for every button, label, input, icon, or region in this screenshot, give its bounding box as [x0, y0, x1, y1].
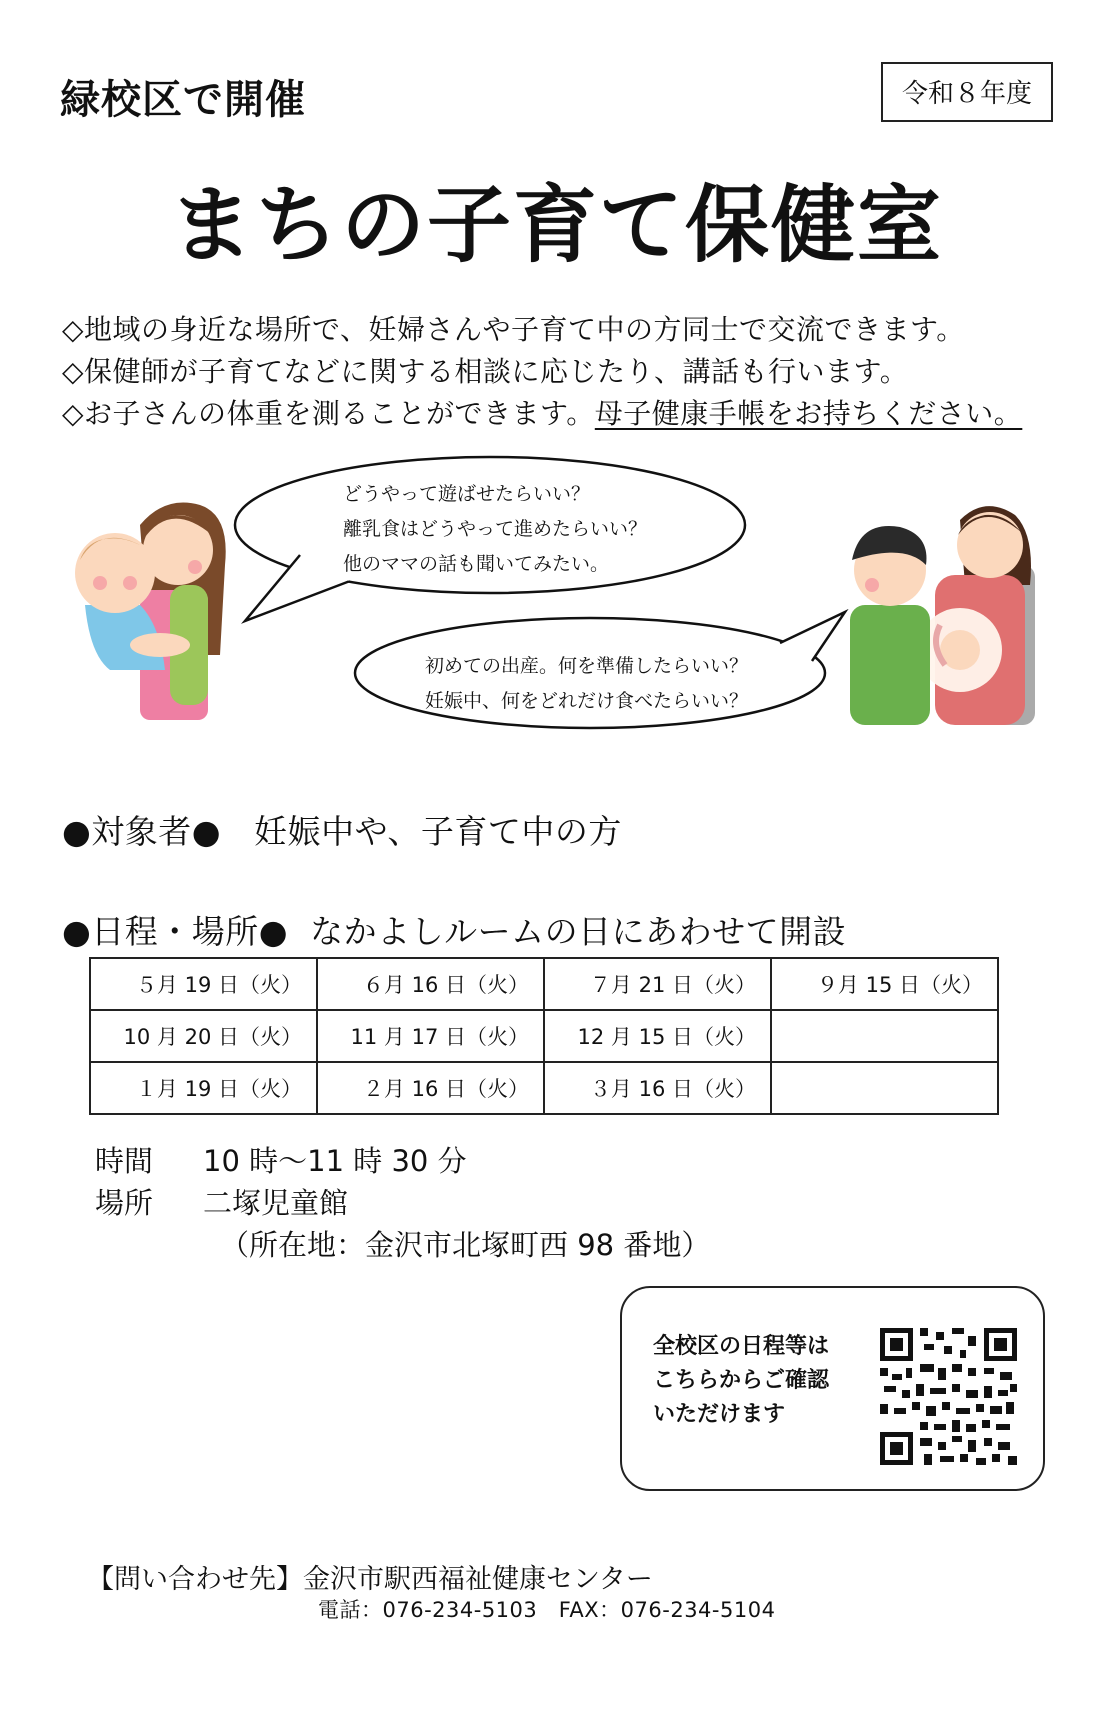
address: （所在地：金沢市北塚町西 98 番地） [220, 1228, 711, 1262]
contact-title: 【問い合わせ先】金沢市駅西福祉健康センター [87, 1564, 653, 1595]
bubble-top-text [343, 477, 647, 582]
table-cell: ２月 16 日（火） [317, 1062, 544, 1114]
table-cell: 10 月 20 日（火） [90, 1010, 317, 1062]
time-value: 10 時～11 時 30 分 [203, 1144, 467, 1178]
fiscal-year-badge: 令和８年度 [881, 62, 1053, 122]
bubble-bottom-text [425, 649, 748, 719]
intro-line-2: ◇保健師が子育てなどに関する相談に応じたり、講話も行います。 [62, 355, 909, 388]
bubble-top-line-2: 離乳食はどうやって進めたらいい？ [343, 518, 648, 540]
mother-baby-illustration [75, 503, 226, 721]
place-label: 場所 [95, 1186, 154, 1220]
page-title: まちの子育て保健室 [168, 176, 943, 274]
qr-text-line-1: 全校区の日程等は [653, 1334, 830, 1359]
table-cell: ５月 19 日（火） [90, 958, 317, 1010]
table-row [90, 1010, 998, 1062]
target-section [62, 806, 622, 853]
qr-text-line-2: こちらからご確認 [653, 1368, 830, 1393]
intro-line-3-underlined: 母子健康手帳をお持ちください。 [594, 397, 1023, 430]
target-label: ●対象者● [62, 812, 222, 851]
intro-line-3-text: ◇お子さんの体重を測ることができます。 [62, 397, 595, 430]
table-cell: 11 月 17 日（火） [317, 1010, 544, 1062]
bubble-bottom-line-1: 初めての出産。何を準備したらいい？ [425, 655, 749, 677]
qr-info-text [653, 1330, 829, 1432]
table-cell: １月 19 日（火） [90, 1062, 317, 1114]
table-cell [771, 1010, 998, 1062]
intro-line-3 [62, 392, 1022, 432]
qr-code-icon[interactable] [880, 1328, 1017, 1465]
intro-line-1: ◇地域の身近な場所で、妊婦さんや子育て中の方同士で交流できます。 [62, 313, 965, 346]
qr-text-line-3: いただけます [653, 1402, 786, 1427]
table-cell [771, 1062, 998, 1114]
schedule-label: ●日程・場所● [62, 912, 289, 951]
couple-illustration [850, 506, 1035, 725]
table-cell: ６月 16 日（火） [317, 958, 544, 1010]
target-value: 妊娠中や、子育て中の方 [254, 812, 622, 851]
table-cell: 12 月 15 日（火） [544, 1010, 771, 1062]
subtitle: 緑校区で開催 [60, 77, 306, 123]
time-label: 時間 [95, 1144, 154, 1178]
bubble-bottom-line-2: 妊娠中、何をどれだけ食べたらいい？ [425, 690, 749, 712]
schedule-value: なかよしルームの日にあわせて開設 [310, 912, 847, 951]
contact-phone: 電話：076-234-5103 FAX：076-234-5104 [318, 1598, 776, 1622]
bubble-top-line-1: どうやって遊ばせたらいい？ [343, 483, 591, 505]
table-cell: ９月 15 日（火） [771, 958, 998, 1010]
schedule-table [89, 957, 999, 1115]
bubble-top-line-3: 他のママの話も聞いてみたい。 [343, 553, 610, 575]
schedule-section [62, 906, 846, 953]
table-cell: ３月 16 日（火） [544, 1062, 771, 1114]
table-row [90, 958, 998, 1010]
place-value: 二塚児童館 [203, 1186, 349, 1220]
table-row [90, 1062, 998, 1114]
table-cell: ７月 21 日（火） [544, 958, 771, 1010]
